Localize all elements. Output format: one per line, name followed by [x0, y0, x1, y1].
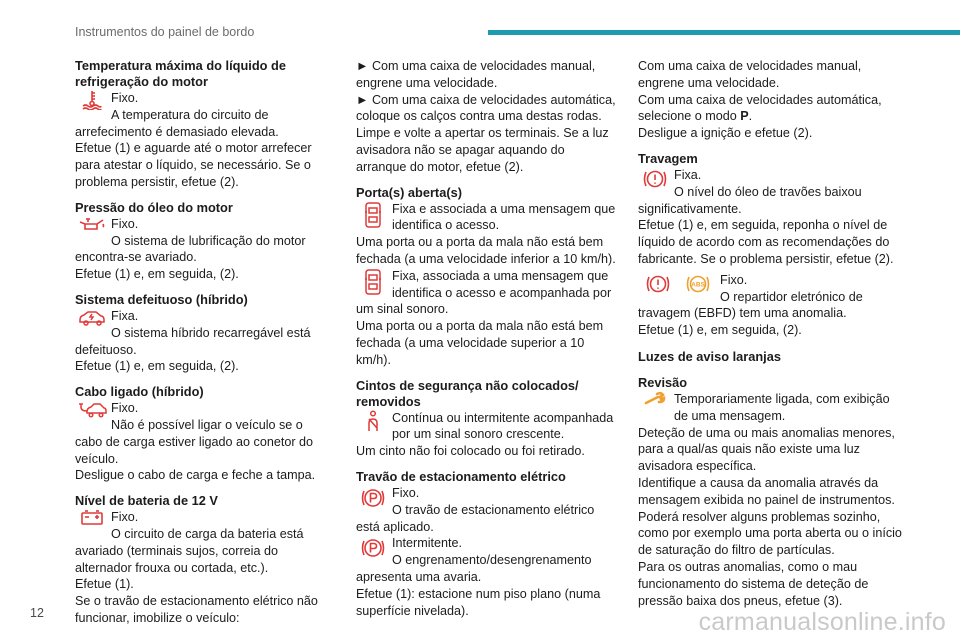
door-open-icon [356, 201, 390, 233]
action-text: Efetue (1) e, em seguida, (2). [75, 359, 239, 374]
brake-warning-icon [638, 167, 672, 199]
section-title: Pressão do óleo do motor [75, 199, 233, 215]
action-text: Efetue (1) e aguarde até o motor arrefecer para atestar o líquido, se necessário. Se o problema persistir, efetue (2). [75, 141, 312, 189]
section-title: Revisão [638, 374, 688, 390]
seatbelt-icon [356, 410, 390, 442]
section-title: Travagem [638, 150, 698, 166]
state-text: Fixo. [111, 510, 139, 525]
warning-entry [75, 90, 333, 140]
warning-entry [75, 216, 333, 266]
description-text: Fixa, associada a uma mensagem que identifica o acesso e acompanhada por um sinal sonoro. [356, 268, 612, 317]
warning-entry [75, 400, 333, 467]
warning-entry [638, 272, 904, 322]
section-title: Temperatura máxima do líquido de refrigeração do motor [75, 58, 286, 89]
header-accent-bar [488, 30, 960, 35]
action-text: Identifique a causa da anomalia através da mensagem exibida no painel de instrumentos. [638, 475, 895, 507]
state-text: Fixa. [111, 308, 139, 323]
instruction-text: Limpe e volte a apertar os terminais. Se a luz avisadora não se apagar aquando do arranque do motor, efetue (2). [356, 126, 609, 174]
action-text: Efetue (1) e, em seguida, (2). [638, 323, 802, 338]
oil-pressure-icon [75, 216, 109, 248]
warning-entry [75, 509, 333, 576]
description-text: Contínua ou intermitente acompanhada por um sinal sonoro crescente. [392, 410, 614, 442]
description-text: Fixa e associada a uma mensagem que identifica o acesso. [392, 201, 616, 233]
section-title: Nível de bateria de 12 V [75, 493, 218, 509]
icon-group [638, 272, 718, 304]
state-text: Fixo. [111, 401, 139, 416]
gear-mode-label: P [740, 109, 749, 124]
abs-label: ABS [691, 281, 705, 289]
section-title: Travão de estacionamento elétrico [356, 468, 566, 484]
description-text: O repartidor eletrónico de travagem (EBFD) tem uma anomalia. [638, 289, 863, 321]
hybrid-fault-icon [75, 308, 109, 340]
section-title: Porta(s) aberta(s) [356, 184, 462, 200]
instruction-text: Desligue a ignição e efetue (2). [638, 126, 813, 141]
description-text: O engrenamento/desengrenamento apresenta uma avaria. [356, 553, 592, 584]
warning-entry [75, 308, 333, 358]
action-text: Uma porta ou a porta da mala não está bem fechada (a uma velocidade superior a 10 km/h). [356, 319, 604, 367]
description-text: O sistema híbrido recarregável está defeituoso. [75, 325, 311, 357]
warning-entry [356, 201, 618, 235]
action-text: Efetue (1). [75, 577, 134, 592]
description-text: O nível do óleo de travões baixou significativamente. [638, 184, 862, 216]
watermark: carmanualsonline.info [698, 608, 946, 636]
warning-entry [638, 391, 904, 425]
coolant-temperature-icon [75, 90, 109, 122]
state-text: Intermitente. [392, 536, 462, 551]
action-text: Poderá resolver alguns problemas sozinho, como por exemplo uma porta aberta ou o início de saturação do filtro de partículas. [638, 509, 902, 558]
action-text: Desligue o cabo de carga e feche a tampa. [75, 468, 316, 483]
section-title: Cintos de segurança não colocados/ removidos [356, 377, 579, 409]
action-text: Deteção de uma ou mais anomalias menores, para a qual/as quais não existe uma luz avisadora específica. [638, 425, 895, 474]
warning-entry [356, 410, 618, 444]
warning-entry [356, 485, 618, 535]
parking-brake-icon [356, 485, 390, 517]
description-text: O sistema de lubrificação do motor encontra-se avariado. [75, 233, 306, 265]
description-text: A temperatura do circuito de arrefecimento é demasiado elevada. [75, 107, 279, 139]
door-open-icon [356, 268, 390, 300]
service-wrench-icon [638, 391, 672, 423]
instruction-text-pre: Com uma caixa de velocidades automática, selecione o modo [638, 92, 882, 124]
page-number: 12 [30, 606, 44, 620]
action-text: Um cinto não foi colocado ou foi retirado. [356, 444, 585, 459]
running-head: Instrumentos do painel de bordo [75, 25, 255, 39]
description-text: O circuito de carga da bateria está avariado (terminais sujos, correia do alternador frouxa ou cortada, etc.). [75, 526, 304, 575]
state-text: Fixo. [720, 272, 748, 287]
charging-cable-icon [75, 400, 109, 432]
state-text: Fixo. [392, 485, 420, 500]
column-1 [75, 58, 333, 627]
description-text: Não é possível ligar o veículo se o cabo de carga estiver ligado ao conetor do veículo. [75, 417, 314, 466]
column-2 [356, 58, 618, 619]
state-text: Fixo. [111, 216, 139, 231]
state-text: Fixo. [111, 91, 139, 105]
instruction-text-post: . [748, 109, 753, 124]
instruction-text: Com uma caixa de velocidades manual, engrene uma velocidade. [638, 59, 862, 90]
group-heading: Luzes de aviso laranjas [638, 348, 781, 364]
action-text: Para os outras anomalias, como o mau funcionamento do sistema de deteção de pressão baixa dos pneus, efetue (3). [638, 559, 869, 608]
parking-brake-icon [356, 535, 390, 567]
description-text: Temporariamente ligada, com exibição de uma mensagem. [674, 391, 890, 423]
column-3 [638, 58, 904, 609]
warning-entry [356, 535, 618, 585]
instruction-text [638, 92, 904, 126]
description-text: O travão de estacionamento elétrico está aplicado. [356, 502, 595, 534]
action-text: Efetue (1): estacione num piso plano (numa superfície nivelada). [356, 586, 601, 618]
state-text: Fixa. [674, 167, 702, 182]
warning-entry [356, 268, 618, 318]
action-text: Efetue (1) e, em seguida, reponha o nível de líquido de acordo com as recomendações do fabricante. Se o problema persistir, efetue (2). [638, 218, 894, 266]
action-text: Efetue (1) e, em seguida, (2). [75, 267, 239, 282]
warning-entry [638, 167, 904, 217]
battery-icon [75, 509, 109, 541]
action-text: Uma porta ou a porta da mala não está bem fechada (a uma velocidade inferior a 10 km/h). [356, 235, 616, 266]
section-title: Cabo ligado (híbrido) [75, 384, 204, 400]
instruction-text: ► Com uma caixa de velocidades manual, engrene uma velocidade. [356, 59, 596, 90]
abs-icon [685, 272, 711, 296]
instruction-text: ► Com uma caixa de velocidades automática, coloque os calços contra uma destas rodas. [356, 92, 616, 124]
brake-warning-icon [645, 272, 671, 296]
section-title: Sistema defeituoso (híbrido) [75, 291, 248, 307]
action-text: Se o travão de estacionamento elétrico não funcionar, imobilize o veículo: [75, 594, 318, 625]
